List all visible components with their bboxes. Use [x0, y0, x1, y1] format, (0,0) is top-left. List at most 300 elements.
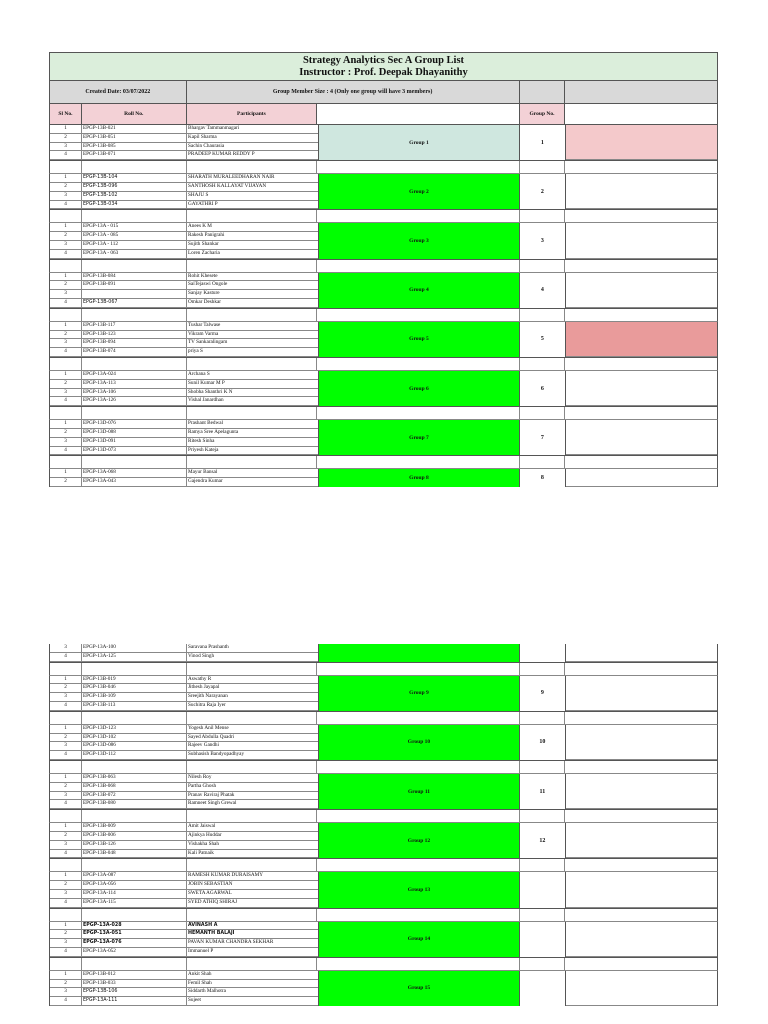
spacer-cell: [82, 358, 187, 370]
group-spacer-row: [49, 662, 718, 676]
member-name: Subhasish Bandyopadhyay: [188, 751, 245, 758]
member-name: Mayur Bansal: [188, 469, 218, 476]
group-number: [520, 971, 566, 1006]
member-name: Amit Jaiswal: [188, 823, 216, 830]
member-sl: 3: [50, 438, 82, 446]
member-roll: EPGP-13A - 015: [82, 223, 187, 231]
member-row: [50, 371, 318, 380]
group-block: [49, 420, 718, 455]
member-sl: 2: [50, 380, 82, 388]
member-name: Yogesh Anil Mense: [188, 724, 229, 731]
member-sl: 2: [50, 183, 82, 191]
member-row: [50, 250, 318, 259]
group-block: [49, 174, 718, 209]
member-roll: EPGP-13A-087: [82, 872, 187, 880]
group-note-cell: [566, 174, 717, 209]
member-roll: EPGP-13B-094: [82, 339, 187, 347]
group-label-cell: Group 3: [318, 223, 520, 258]
member-row: [50, 241, 318, 250]
member-row: [50, 151, 318, 160]
member-sl: 3: [50, 290, 82, 298]
member-sl: 3: [50, 988, 82, 996]
member-sl: 1: [50, 371, 82, 379]
group-members: [50, 273, 318, 308]
member-name: Vishakha Shah: [188, 840, 219, 847]
spacer-cell: [565, 810, 717, 822]
member-roll: EPGP-13B-106: [82, 988, 187, 996]
spacer-cell: [82, 958, 187, 970]
group-label-cell: Group 1: [318, 125, 520, 160]
member-name: Sujith Shankar: [188, 240, 219, 247]
member-roll: EPGP-13A-126: [82, 397, 187, 405]
member-name: Vishal Janardhan: [188, 397, 224, 404]
spacer-cell: [520, 663, 566, 675]
member-row: [50, 872, 318, 881]
member-roll: EPGP-13B-051: [82, 134, 187, 142]
spacer-cell: [520, 761, 566, 773]
group-spacer-row: [49, 209, 718, 223]
member-roll: EPGP-13B-048: [82, 850, 187, 858]
spacer-cell: [187, 456, 318, 468]
member-roll: EPGP-13B-080: [82, 800, 187, 808]
spacer-cell: [187, 358, 318, 370]
group-note-cell: [566, 273, 717, 308]
member-roll: EPGP-13B-126: [82, 841, 187, 849]
group-note-cell: [566, 872, 717, 907]
group-members: [50, 725, 318, 760]
member-sl: 4: [50, 899, 82, 907]
member-sl: 2: [50, 734, 82, 742]
member-sl: 3: [50, 742, 82, 750]
group-label-cell: Group 12: [318, 823, 520, 858]
member-row: [50, 684, 318, 693]
member-roll: EPGP-13D-112: [82, 751, 187, 759]
member-sl: 4: [50, 702, 82, 710]
group-spacer-row: [49, 259, 718, 273]
member-roll: EPGP-13D-088: [82, 429, 187, 437]
member-name: Vikram Varma: [188, 330, 219, 337]
spacer-cell: [82, 909, 187, 921]
member-sl: 3: [50, 890, 82, 898]
member-name: AVINASH A: [188, 922, 218, 928]
member-row: [50, 997, 318, 1006]
member-roll: EPGP-13A-115: [82, 899, 187, 907]
member-roll: EPGP-13B-012: [82, 971, 187, 979]
sheet-page-1: [49, 52, 718, 536]
member-sl: 2: [50, 232, 82, 240]
member-row: [50, 339, 318, 348]
spacer-cell: [520, 958, 566, 970]
group-number: 4: [520, 273, 566, 308]
group-note-cell: [566, 823, 717, 858]
member-name: priya S: [188, 348, 203, 355]
member-row: [50, 447, 318, 456]
member-row: [50, 389, 318, 398]
group-block: [49, 322, 718, 357]
member-name: Omkar Deshkar: [188, 298, 221, 305]
group-number: [520, 872, 566, 907]
member-name: Priyesh Kateja: [188, 446, 219, 453]
member-name: Ajinkya Huddar: [188, 831, 222, 838]
spacer-cell: [520, 358, 566, 370]
spacer-cell: [317, 712, 519, 724]
member-roll: EPGP-13A-043: [82, 478, 187, 486]
member-roll: EPGP-13A-068: [82, 469, 187, 477]
group-block: [49, 872, 718, 907]
title-line-2: Instructor : Prof. Deepak Dhayanithy: [299, 67, 468, 78]
member-roll: EPGP-13B-063: [82, 774, 187, 782]
spacer-cell: [317, 909, 519, 921]
spacer-cell: [565, 358, 717, 370]
spacer-cell: [565, 260, 717, 272]
spacer-cell: [520, 210, 566, 222]
member-sl: 3: [50, 192, 82, 200]
member-name: SYED ATHIQ SHIRAJ: [188, 898, 237, 905]
member-roll: EPGP-13B-033: [82, 980, 187, 988]
member-sl: 1: [50, 223, 82, 231]
group-label-cell: Group 13: [318, 872, 520, 907]
member-row: [50, 948, 318, 957]
spacer-cell: [520, 309, 566, 321]
spacer-cell: [50, 407, 82, 419]
spacer-cell: [82, 407, 187, 419]
group-label-cell: Group 4: [318, 273, 520, 308]
member-sl: 1: [50, 774, 82, 782]
member-row: [50, 922, 318, 931]
member-roll: EPGP-13A-100: [82, 644, 187, 652]
member-name: Partha Ghosh: [188, 782, 217, 789]
group-note-cell: [566, 774, 717, 809]
member-sl: 4: [50, 348, 82, 356]
group-number: 9: [520, 676, 566, 711]
group-block: [49, 273, 718, 308]
group-label-cell: Group 6: [318, 371, 520, 406]
member-sl: 1: [50, 273, 82, 281]
member-sl: 1: [50, 823, 82, 831]
member-row: [50, 823, 318, 832]
group-note-cell: [566, 676, 717, 711]
member-roll: EPGP-13A-028: [82, 922, 187, 930]
spacer-cell: [82, 210, 187, 222]
member-row: [50, 930, 318, 939]
spacer-cell: [82, 161, 187, 173]
member-roll: EPGP-13B-071: [82, 151, 187, 159]
member-name: GAYATHRI P: [188, 200, 218, 207]
member-name: Rajeev Gandhi: [188, 742, 219, 749]
spacer-cell: [82, 663, 187, 675]
member-name: JOBIN SEBASTIAN: [188, 881, 233, 888]
meta-empty-2: [565, 81, 717, 103]
member-row: [50, 850, 318, 859]
group-members: [50, 469, 318, 487]
group-label-cell: Group 15: [318, 971, 520, 1006]
group-block: [49, 371, 718, 406]
member-roll: EPGP-13B-085: [82, 143, 187, 151]
member-row: [50, 734, 318, 743]
spacer-cell: [565, 909, 717, 921]
group-members: [50, 371, 318, 406]
member-sl: 3: [50, 693, 82, 701]
member-row: [50, 676, 318, 685]
member-row: [50, 702, 318, 711]
spacer-cell: [50, 210, 82, 222]
member-sl: 4: [50, 751, 82, 759]
group-label-cell: [318, 644, 520, 662]
member-name: Kali Patnaik: [188, 849, 214, 856]
member-row: [50, 192, 318, 201]
member-row: [50, 742, 318, 751]
member-name: Nilesh Roy: [188, 773, 212, 780]
member-name: Loren Zacharia: [188, 249, 220, 256]
member-roll: EPGP-13B-006: [82, 832, 187, 840]
member-sl: 3: [50, 939, 82, 947]
member-row: [50, 832, 318, 841]
member-sl: 1: [50, 922, 82, 930]
spacer-cell: [82, 712, 187, 724]
group-note-cell: [566, 223, 717, 258]
spacer-cell: [565, 309, 717, 321]
member-roll: EPGP-13A-052: [82, 948, 187, 956]
spacer-cell: [187, 712, 318, 724]
member-roll: EPGP-13B-102: [82, 192, 187, 200]
member-row: [50, 653, 318, 662]
spacer-cell: [520, 859, 566, 871]
group-members: [50, 872, 318, 907]
group-note-cell: [566, 971, 717, 1006]
member-sl: 3: [50, 792, 82, 800]
member-sl: 2: [50, 331, 82, 339]
member-name: SANTHOSH KALLAYAT VIJAYAN: [188, 182, 267, 189]
spacer-cell: [187, 810, 318, 822]
member-roll: EPGP-13B-068: [82, 783, 187, 791]
group-spacer-row: [49, 160, 718, 174]
member-roll: EPGP-13D-076: [82, 420, 187, 428]
member-roll: EPGP-13B-096: [82, 183, 187, 191]
member-name: Sanjay Kasture: [188, 290, 220, 297]
member-name: Sachin Chaurasia: [188, 142, 225, 149]
member-roll: EPGP-13B-091: [82, 281, 187, 289]
group-block: [49, 644, 718, 662]
member-name: Anees K M: [188, 223, 212, 230]
header-sl: Sl No.: [50, 104, 82, 124]
member-sl: 4: [50, 299, 82, 307]
member-name: Siddarth Malhotra: [188, 988, 226, 995]
member-roll: EPGP-13A-125: [82, 653, 187, 661]
group-label-cell: Group 8: [318, 469, 520, 487]
member-sl: 1: [50, 174, 82, 182]
spacer-cell: [565, 663, 717, 675]
member-name: Sayed Abdulla Quadri: [188, 733, 235, 740]
member-roll: EPGP-13A-056: [82, 881, 187, 889]
group-number: 11: [520, 774, 566, 809]
group-note-cell: [566, 371, 717, 406]
member-name: PAVAN KUMAR CHANDRA SEKHAR: [188, 939, 274, 946]
spacer-cell: [50, 761, 82, 773]
spacer-cell: [187, 407, 318, 419]
member-name: SaiTejaswi Ongole: [188, 281, 228, 288]
member-roll: EPGP-13A - 063: [82, 250, 187, 258]
group-block: [49, 971, 718, 1006]
member-roll: EPGP-13D-086: [82, 742, 187, 750]
group-members: [50, 676, 318, 711]
member-row: [50, 881, 318, 890]
member-roll: EPGP-13B-109: [82, 693, 187, 701]
spacer-cell: [50, 309, 82, 321]
member-roll: EPGP-13B-104: [82, 174, 187, 182]
member-row: [50, 281, 318, 290]
spacer-cell: [50, 663, 82, 675]
member-roll: EPGP-13B-019: [82, 676, 187, 684]
member-sl: 1: [50, 469, 82, 477]
member-row: [50, 134, 318, 143]
member-sl: 4: [50, 447, 82, 455]
member-sl: 4: [50, 800, 82, 808]
group-members: [50, 922, 318, 957]
spacer-cell: [520, 712, 566, 724]
spacer-cell: [520, 407, 566, 419]
spacer-cell: [317, 761, 519, 773]
spacer-cell: [317, 859, 519, 871]
member-sl: 1: [50, 872, 82, 880]
member-roll: EPGP-13B-117: [82, 322, 187, 330]
group-number: 2: [520, 174, 566, 209]
member-row: [50, 774, 318, 783]
member-sl: 1: [50, 125, 82, 133]
member-name: Shobha Shanthri K N: [188, 388, 233, 395]
member-sl: 3: [50, 143, 82, 151]
group-label-cell: Group 2: [318, 174, 520, 209]
spacer-cell: [187, 210, 318, 222]
member-sl: 2: [50, 881, 82, 889]
member-sl: 1: [50, 676, 82, 684]
spacer-cell: [317, 407, 519, 419]
member-row: [50, 478, 318, 487]
member-sl: 1: [50, 322, 82, 330]
member-row: [50, 841, 318, 850]
member-roll: EPGP-13A-024: [82, 371, 187, 379]
group-members: [50, 125, 318, 160]
meta-row: [49, 80, 718, 103]
spacer-cell: [565, 407, 717, 419]
member-roll: EPGP-13D-091: [82, 438, 187, 446]
group-members: [50, 823, 318, 858]
group-members: [50, 322, 318, 357]
spacer-cell: [565, 210, 717, 222]
spacer-cell: [187, 663, 318, 675]
group-block: [49, 922, 718, 957]
spacer-cell: [317, 309, 519, 321]
member-roll: EPGP-13A-111: [82, 997, 187, 1005]
member-roll: EPGP-13D-123: [82, 725, 187, 733]
member-row: [50, 939, 318, 948]
member-roll: EPGP-13B-021: [82, 125, 187, 133]
group-block: [49, 125, 718, 160]
group-members: [50, 774, 318, 809]
member-roll: EPGP-13B-072: [82, 792, 187, 800]
member-row: [50, 971, 318, 980]
group-label-cell: Group 7: [318, 420, 520, 455]
member-roll: EPGP-13A-113: [82, 380, 187, 388]
meta-empty: [520, 81, 566, 103]
member-sl: 2: [50, 281, 82, 289]
group-spacer-row: [49, 711, 718, 725]
group-spacer-row: [49, 760, 718, 774]
group-size-note: Group Member Size : 4 (Only one group will have 3 members): [187, 81, 520, 103]
group-block: [49, 469, 718, 487]
member-row: [50, 890, 318, 899]
group-number: 7: [520, 420, 566, 455]
spacer-cell: [520, 456, 566, 468]
column-header-row: [49, 103, 718, 125]
spacer-cell: [317, 260, 519, 272]
group-number: 3: [520, 223, 566, 258]
member-name: SWETA AGARWAL: [188, 889, 232, 896]
member-row: [50, 174, 318, 183]
member-roll: EPGP-13A - 112: [82, 241, 187, 249]
group-note-cell: [566, 125, 717, 160]
member-sl: 3: [50, 841, 82, 849]
member-roll: [82, 290, 187, 298]
member-row: [50, 299, 318, 308]
member-sl: 4: [50, 997, 82, 1005]
member-roll: EPGP-13B-113: [82, 702, 187, 710]
member-name: SHAJU S: [188, 191, 209, 198]
member-name: Ritesh Sinha: [188, 437, 215, 444]
member-name: Prashant Bedwal: [188, 420, 224, 427]
group-spacer-row: [49, 406, 718, 420]
member-name: Immanuel P: [188, 947, 214, 954]
group-note-cell: [566, 922, 717, 957]
header-blank-2: [565, 104, 717, 124]
member-name: SHARATH MURALEEDHARAN NAIR: [188, 174, 275, 181]
member-sl: 2: [50, 930, 82, 938]
group-label-cell: Group 5: [318, 322, 520, 357]
member-name: Saravana Prashanth: [188, 644, 229, 650]
group-members: [50, 174, 318, 209]
member-name: Sujeet: [188, 997, 201, 1004]
group-number: 10: [520, 725, 566, 760]
member-row: [50, 792, 318, 801]
member-row: [50, 725, 318, 734]
title-line-1: Strategy Analytics Sec A Group List: [302, 55, 465, 66]
member-row: [50, 273, 318, 282]
member-name: Suchitra Raja Iyer: [188, 701, 226, 708]
spacer-cell: [520, 161, 566, 173]
member-roll: EPGP-13B-034: [82, 201, 187, 209]
group-members: [50, 223, 318, 258]
spacer-cell: [50, 909, 82, 921]
member-sl: 3: [50, 339, 82, 347]
member-row: [50, 232, 318, 241]
group-label-cell: Group 11: [318, 774, 520, 809]
header-group-no: Group No.: [520, 104, 566, 124]
member-row: [50, 899, 318, 908]
member-row: [50, 800, 318, 809]
member-roll: EPGP-13A-114: [82, 890, 187, 898]
member-name: Ramya Sree Apelagunta: [188, 428, 239, 435]
group-number: 5: [520, 322, 566, 357]
spacer-cell: [50, 456, 82, 468]
spacer-cell: [317, 810, 519, 822]
member-sl: 4: [50, 948, 82, 956]
member-roll: EPGP-13B-046: [82, 684, 187, 692]
member-roll: EPGP-13B-123: [82, 331, 187, 339]
group-spacer-row: [49, 455, 718, 469]
member-row: [50, 331, 318, 340]
spacer-cell: [187, 161, 318, 173]
member-roll: EPGP-13B-009: [82, 823, 187, 831]
member-row: [50, 438, 318, 447]
